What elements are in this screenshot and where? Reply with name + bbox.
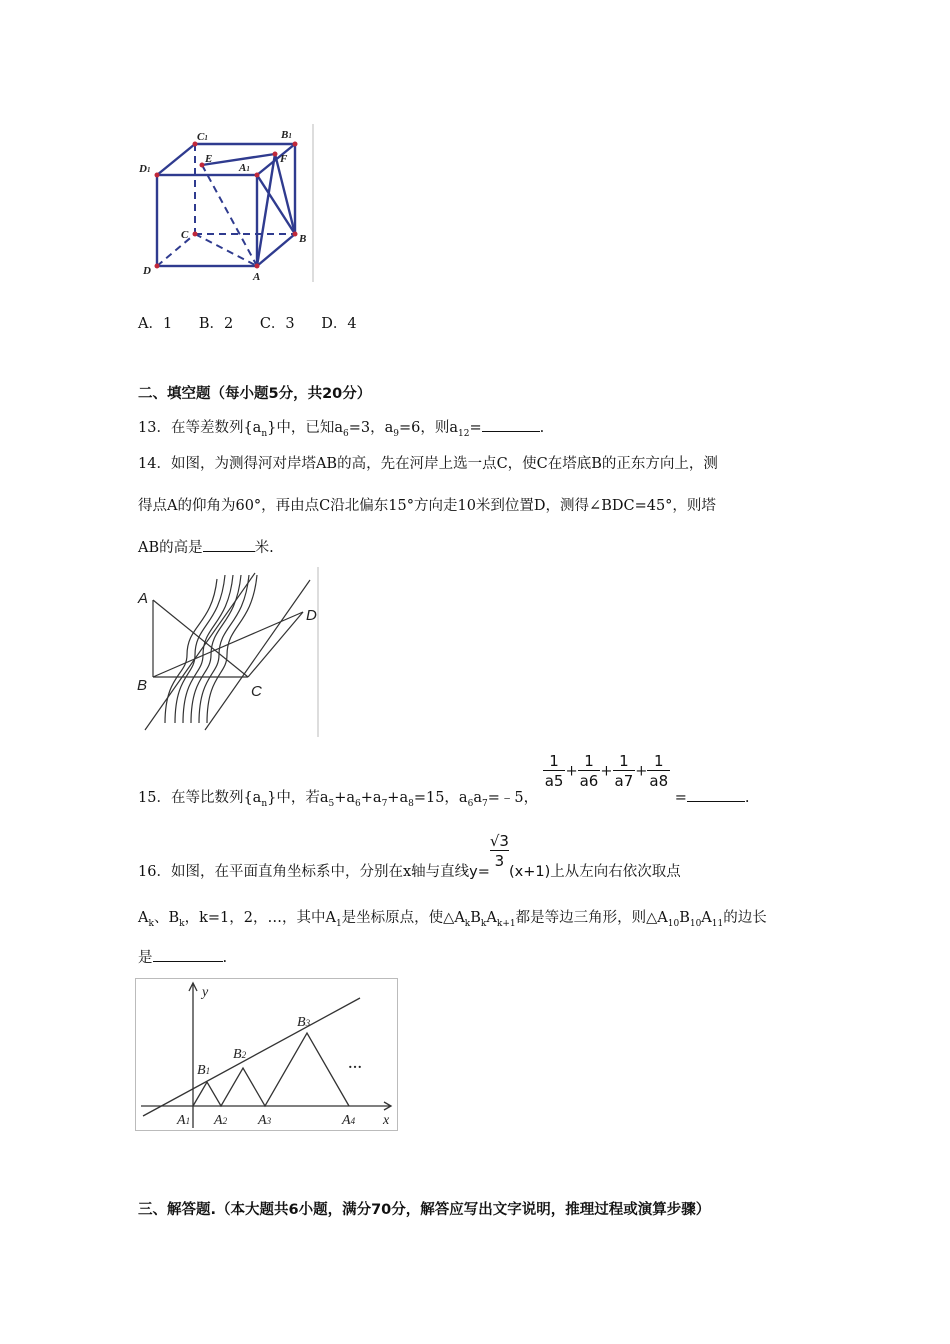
label-B: B xyxy=(137,677,148,694)
question-14-line-3: AB的高是 米. xyxy=(138,536,274,557)
answer-blank-16[interactable] xyxy=(153,947,223,962)
option-a[interactable]: A．1 xyxy=(138,316,173,332)
fraction-a7: $\frac{1}{a7}$ xyxy=(614,752,634,790)
fraction-a5: $\frac{1}{a5}$ xyxy=(544,752,564,790)
label-y: y xyxy=(202,985,209,1000)
answer-blank-13[interactable] xyxy=(482,417,540,432)
label-B1: B1 xyxy=(281,129,292,141)
question-14-line-2: 得点A的仰角为60°，再由点C沿北偏东15°方向走10米到位置D，测得∠BDC=45°，则塔 xyxy=(138,498,716,514)
label-x: x xyxy=(383,1113,390,1128)
label-D1: D1 xyxy=(139,163,151,175)
formula-fraction: $\frac{√3}{3}$ xyxy=(489,832,509,870)
label-D: D xyxy=(306,607,317,624)
label-C: C xyxy=(251,683,262,700)
label-C1: C1 xyxy=(197,131,208,143)
label-dots: … xyxy=(348,1057,362,1072)
question-16-line-3: 是 . xyxy=(138,946,227,967)
label-A4: A4 xyxy=(342,1113,356,1128)
fraction-a8: $\frac{1}{a8}$ xyxy=(649,752,669,790)
q12-options xyxy=(138,312,357,333)
label-E: E xyxy=(205,153,213,165)
question-16-line-1: 16．如图，在平面直角坐标系中，分别在x轴与直线y= $\frac{√3}{3}$ (x+1)上从左向右依次取点 xyxy=(138,832,681,880)
section-2-title: 二、填空题（每小题5分，共20分） xyxy=(138,386,372,402)
question-16-line-2: $A_k$、$B_k$，k=1，2，…，其中$A_1$是坐标原点，使$\triangle A_kB_kA_{k+1}$都是等边三角形，则$\triangle A_{10}B_{10}A_{11}$的边长 xyxy=(138,910,767,929)
tower-river-figure xyxy=(135,565,325,740)
label-A1: A1 xyxy=(177,1113,191,1128)
label-A2: A2 xyxy=(214,1113,228,1128)
label-B: B xyxy=(299,233,307,245)
label-C: C xyxy=(181,229,189,241)
label-A: A xyxy=(138,590,149,607)
label-A: A xyxy=(253,271,261,283)
label-B1: B1 xyxy=(197,1063,211,1078)
label-D: D xyxy=(143,265,151,277)
label-B2: B2 xyxy=(233,1047,247,1062)
label-A1: A1 xyxy=(239,162,250,174)
answer-blank-14[interactable] xyxy=(203,537,255,552)
equilateral-triangles-figure xyxy=(135,978,400,1133)
label-B3: B3 xyxy=(297,1015,311,1030)
label-A3: A3 xyxy=(258,1113,272,1128)
question-13: 13．在等差数列$\{a_n\}$中，已知$a_6=3$，$a_9=6$，则$a_{12}=$ . xyxy=(138,416,544,439)
option-c[interactable]: C．3 xyxy=(259,316,295,332)
option-b[interactable]: B．2 xyxy=(198,316,234,332)
section-3-title: 三、解答题.（本大题共6小题，满分70分，解答应写出文字说明，推理过程或演算步骤） xyxy=(138,1202,711,1218)
fraction-a6: $\frac{1}{a6}$ xyxy=(579,752,599,790)
question-14-line-1: 14．如图，为测得河对岸塔AB的高，先在河岸上选一点C，使C在塔底B的正东方向上，测 xyxy=(138,456,718,472)
cube-figure xyxy=(135,122,320,287)
label-F: F xyxy=(280,153,288,165)
option-d[interactable]: D．4 xyxy=(321,316,357,332)
question-15: 15．在等比数列$\{a_n\}$中，若$a_5+a_6+a_7+a_8=15$，$a_6a_7=﹣5$， $\frac{1}{a5}$ + $\frac{1}{a6}$ + $\frac{1}{a7}$ + $\frac{1}{a8}$ = . xyxy=(138,752,750,809)
answer-blank-15[interactable] xyxy=(687,787,745,802)
